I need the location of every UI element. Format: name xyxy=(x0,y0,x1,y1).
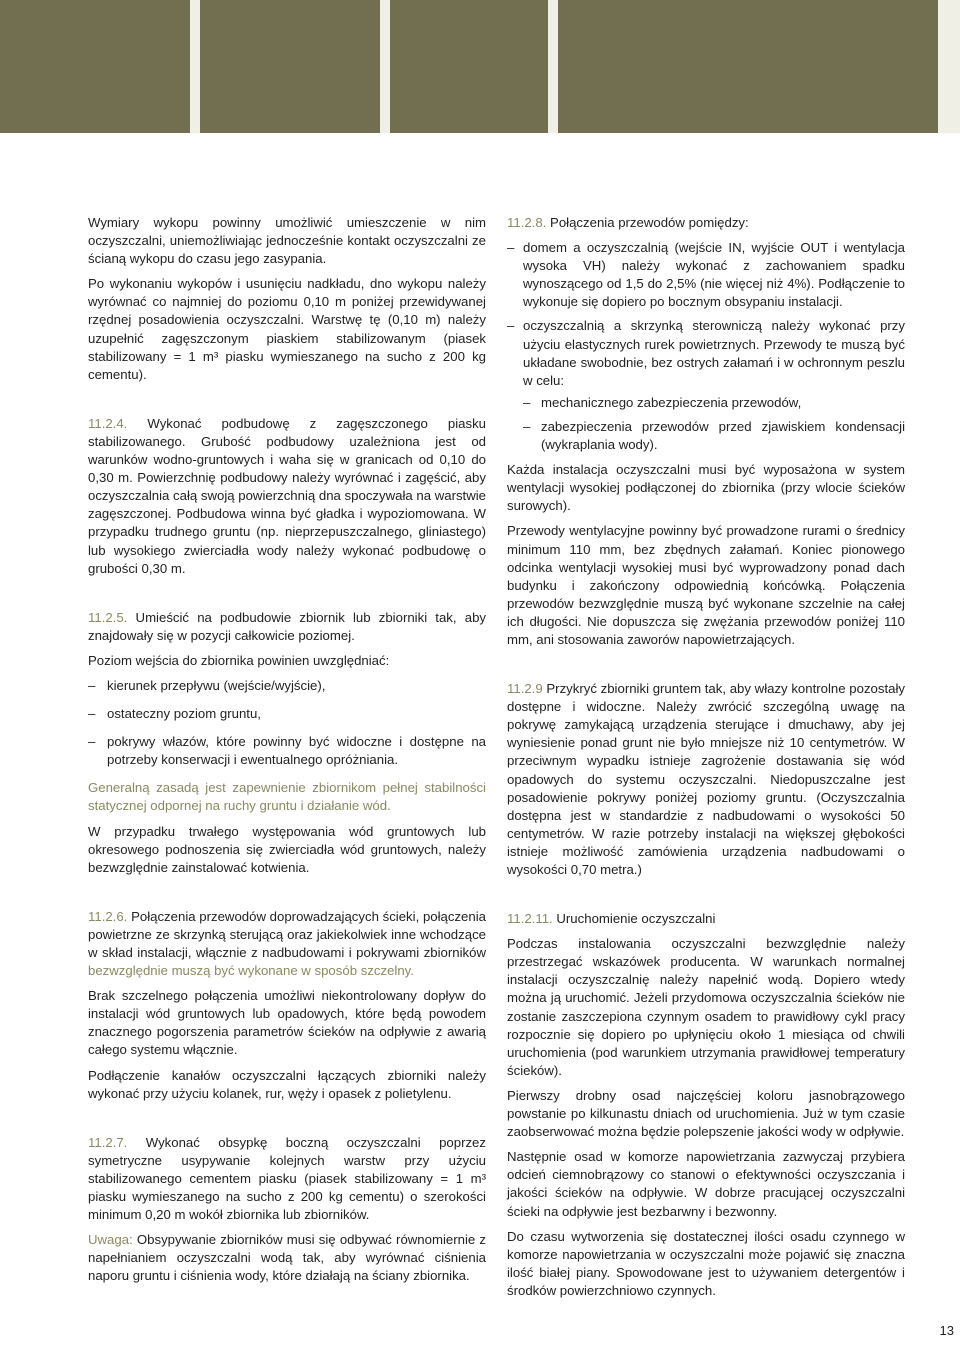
note-paragraph xyxy=(88,1231,486,1285)
section-title: Uruchomienie oczyszczalni xyxy=(556,911,716,927)
section-number: 11.2.8. xyxy=(507,215,547,230)
sub-list xyxy=(523,394,905,454)
header-band xyxy=(558,0,938,133)
paragraph: Podczas instalowania oczyszczalni bezwzględnie należy przestrzegać wskazówek producenta. W warunkach normalnej instalacji oczyszczalnię należy napełnić wodą. Dopiero wtedy można ją uruchomić. Jeżeli przydomowa oczyszczalnia ścieków nie zostanie zaszczepiona czynnym osadem to prawidłowy cykl pracy rozpocznie się dopiero po upłynięciu około 1 miesiąca od chwili uruchomienia (pod warunkiem utrzymania prawidłowej temperatury ścieków). xyxy=(507,936,905,1078)
dash-list xyxy=(507,239,905,454)
dash-list xyxy=(88,677,486,769)
paragraph: Po wykonaniu wykopów i usunięciu nadkładu, dno wykopu należy wyrównać co najmniej do poziomu 0,10 m poniżej przewidywanej rzędnej posadowienia oczyszczalni. Warstwę tę (0,10 m) należy uzupełnić zagęszczonym piaskiem stabilizowanym (piasek stabilizowany = 1 m³ piasku wymieszanego na sucho z 200 kg cementu). xyxy=(88,276,486,382)
section-11-2-5 xyxy=(88,609,486,645)
header-banner xyxy=(0,0,960,133)
header-band xyxy=(200,0,380,133)
page-number: 13 xyxy=(939,1323,954,1338)
section-text: Wykonać podbudowę z zagęszczonego piasku stabilizowanego. Grubość podbudowy uzależniona jest od warunków wodno-gruntowych i waha się w granicach od 0,10 do 0,30 m. Powierzchnię podbudowy należy wyrównać i zagęścić, aby oczyszczalnia całą swoją powierzchnią dna spoczywała na warstwie zagęszczonej. Podbudowa winna być gładka i wypoziomowana. W przypadku trudnego gruntu (np. nieprzepuszczalnego, gliniastego) lub wysokiego zwierciadła wody należy wykonać podbudowę o grubości 0,30 m. xyxy=(88,415,487,576)
paragraph: Pierwszy drobny osad najczęściej koloru jasnobrązowego powstanie po kilkunastu dniach od uruchomienia. Już w tym czasie zaobserwować można będzie polepszenie jakości wody w odpływie. xyxy=(507,1087,905,1140)
section-text: Połączenia przewodów doprowadzających ścieki, połączenia powietrzne ze skrzynką sterującą oraz jakiekolwiek inne wchodzące w skład instalacji, włącznie z nadbudowami i pokrywami zbiorników xyxy=(88,908,486,960)
list-item: – domem a oczyszczalnią (wejście IN, wyjście OUT i wentylacja wysoka VH) należy wykonać z zachowaniem spadku wynoszącego od 1,5 do 2,5% (nie więcej niż 4%). Podłączenie to wykonuje się dopiero po bocznym obsypaniu instalacji. xyxy=(507,239,905,311)
section-title: Połączenia przewodów pomiędzy: xyxy=(550,215,749,230)
section-11-2-4 xyxy=(88,415,486,578)
section-11-2-6 xyxy=(88,908,486,980)
note-text: Obsypywanie zbiorników musi się odbywać równomiernie z napełnianiem oczyszczalni wodą tak, aby wyrównać ciśnienia naporu gruntu i ciśnienia wody, które działają na ściany zbiornika. xyxy=(88,1232,486,1284)
left-column xyxy=(88,214,486,1293)
sub-list-item: – mechanicznego zabezpieczenia przewodów, xyxy=(523,394,905,412)
paragraph: W przypadku trwałego występowania wód gruntowych lub okresowego podnoszenia się zwierciadła wód gruntowych, należy bezwzględnie zainstalować kotwienia. xyxy=(88,823,486,875)
list-item: – kierunek przepływu (wejście/wyjście), xyxy=(88,677,486,695)
section-number: 11.2.11. xyxy=(507,911,553,927)
highlight-paragraph: Generalną zasadą jest zapewnienie zbiornikom pełnej stabilności statycznej odpornej na ruchy gruntu i działanie wód. xyxy=(88,780,486,814)
note-label: Uwaga: xyxy=(88,1232,133,1248)
list-item-text: oczyszczalnią a skrzynką sterowniczą należy wykonać przy użyciu elastycznych rurek powietrznych. Przewody te muszą być układane swobodnie, bez ostrych załamań i w ochronnym peszlu w celu: xyxy=(523,318,905,388)
list-item xyxy=(507,317,905,454)
paragraph: Do czasu wytworzenia się dostatecznej ilości osadu czynnego w komorze napowietrzania w oczyszczalni może pojawić się znaczna ilość białej piany. Spowodowane jest to używaniem detergentów i środków powierzchniowo czynnych. xyxy=(507,1228,905,1298)
section-11-2-7 xyxy=(88,1134,486,1224)
section-text: Wykonać obsypkę boczną oczyszczalni poprzez symetryczne usypywanie kolejnych warstw przy użyciu stabilizowanego cementem piasku (piasek stabilizowany = 1 m³ piasku wymieszanego na sucho z 200 kg cementu) o szerokości minimum 0,20 m wokół zbiornika lub zbiorników. xyxy=(88,1134,486,1223)
section-number: 11.2.4. xyxy=(88,415,128,431)
highlight-text: bezwzględnie muszą być wykonane w sposób szczelny. xyxy=(88,963,414,979)
section-11-2-9 xyxy=(507,680,905,879)
section-11-2-8 xyxy=(507,214,905,232)
header-band xyxy=(0,0,190,133)
paragraph: Brak szczelnego połączenia umożliwi niekontrolowany dopływ do instalacji wód gruntowych lub opadowych, które będą powodem znacznego pogorszenia parametrów ścieków na odpływie z awarią całego systemu włącznie. xyxy=(88,988,486,1058)
section-text: Umieścić na podbudowie zbiornik lub zbiorniki tak, aby znajdowały się w pozycji całkowicie poziomej. xyxy=(88,609,486,643)
section-number: 11.2.5. xyxy=(88,609,128,625)
section-number: 11.2.9 xyxy=(507,681,543,697)
section-number: 11.2.6. xyxy=(88,908,128,924)
paragraph: Następnie osad w komorze napowietrzania zazwyczaj przybiera odcień ciemnobrązowy co stanowi o efektywności oczyszczania i jakości ścieków na odpływie. W dobrze pracującej oczyszczalni ścieki na odpływie jest bezbarwny i bezwonny. xyxy=(507,1149,905,1219)
paragraph: Poziom wejścia do zbiornika powinien uwzględniać: xyxy=(88,652,390,668)
list-item: – pokrywy włazów, które powinny być widoczne i dostępne na potrzeby konserwacji i ewentualnego opróżniania. xyxy=(88,733,486,769)
section-number: 11.2.7. xyxy=(88,1134,128,1150)
section-11-2-11 xyxy=(507,910,905,928)
section-text: Przykryć zbiorniki gruntem tak, aby włazy kontrolne pozostały dostępne i widoczne. Należy zwrócić szczególną uwagę na pokrywę zamykającą urządzenia sterujące i dmuchawy, aby jej wyniesienie ponad grunt nie było mniejsze niż 10 centymetrów. W przeciwnym wypadku istnieje zagrożenie dostawania się wód opadowych do systemu oczyszczalni. Niedopuszczalne jest posadowienie pokrywy poniżej poziomy gruntu. (Oczyszczalnia dostępna jest w standardzie z nadbudowami o wysokości 50 centymetrów. W razie potrzeby instalacji na większej głębokości istnieje możliwość zamówienia urządzenia nadbudowami o wysokości 0,70 metra.) xyxy=(507,681,905,877)
paragraph: Podłączenie kanałów oczyszczalni łączących zbiorniki należy wykonać przy użyciu kolanek, rur, węży i opasek z polietylenu. xyxy=(88,1067,486,1101)
right-column xyxy=(507,214,905,1307)
list-item: – ostateczny poziom gruntu, xyxy=(88,705,486,723)
paragraph: Wymiary wykopu powinny umożliwić umieszczenie w nim oczyszczalni, uniemożliwiając jednocześnie kontakt oczyszczalni ze ścianą wykopu do czasu jego zasypania. xyxy=(88,215,486,267)
paragraph: Przewody wentylacyjne powinny być prowadzone rurami o średnicy minimum 110 mm, bez zbędnych załamań. Koniec pionowego odcinka wentylacji wysokiej musi być wyprowadzony ponad dach budynku i zakończony odpowiednią końcówką. Połączenia przewodów bezwzględnie muszą być wykonane szczelnie na całej ich długości. Nie dopuszcza się zwężania przewodów poniżej 110 mm, ani stosowania zaworów napowietrzających. xyxy=(507,523,905,647)
paragraph: Każda instalacja oczyszczalni musi być wyposażona w system wentylacji wysokiej podłączonej do zbiornika (przy wlocie ścieków surowych). xyxy=(507,462,905,514)
sub-list-item: – zabezpieczenia przewodów przed zjawiskiem kondensacji (wykraplania wody). xyxy=(523,418,905,454)
header-band xyxy=(390,0,548,133)
